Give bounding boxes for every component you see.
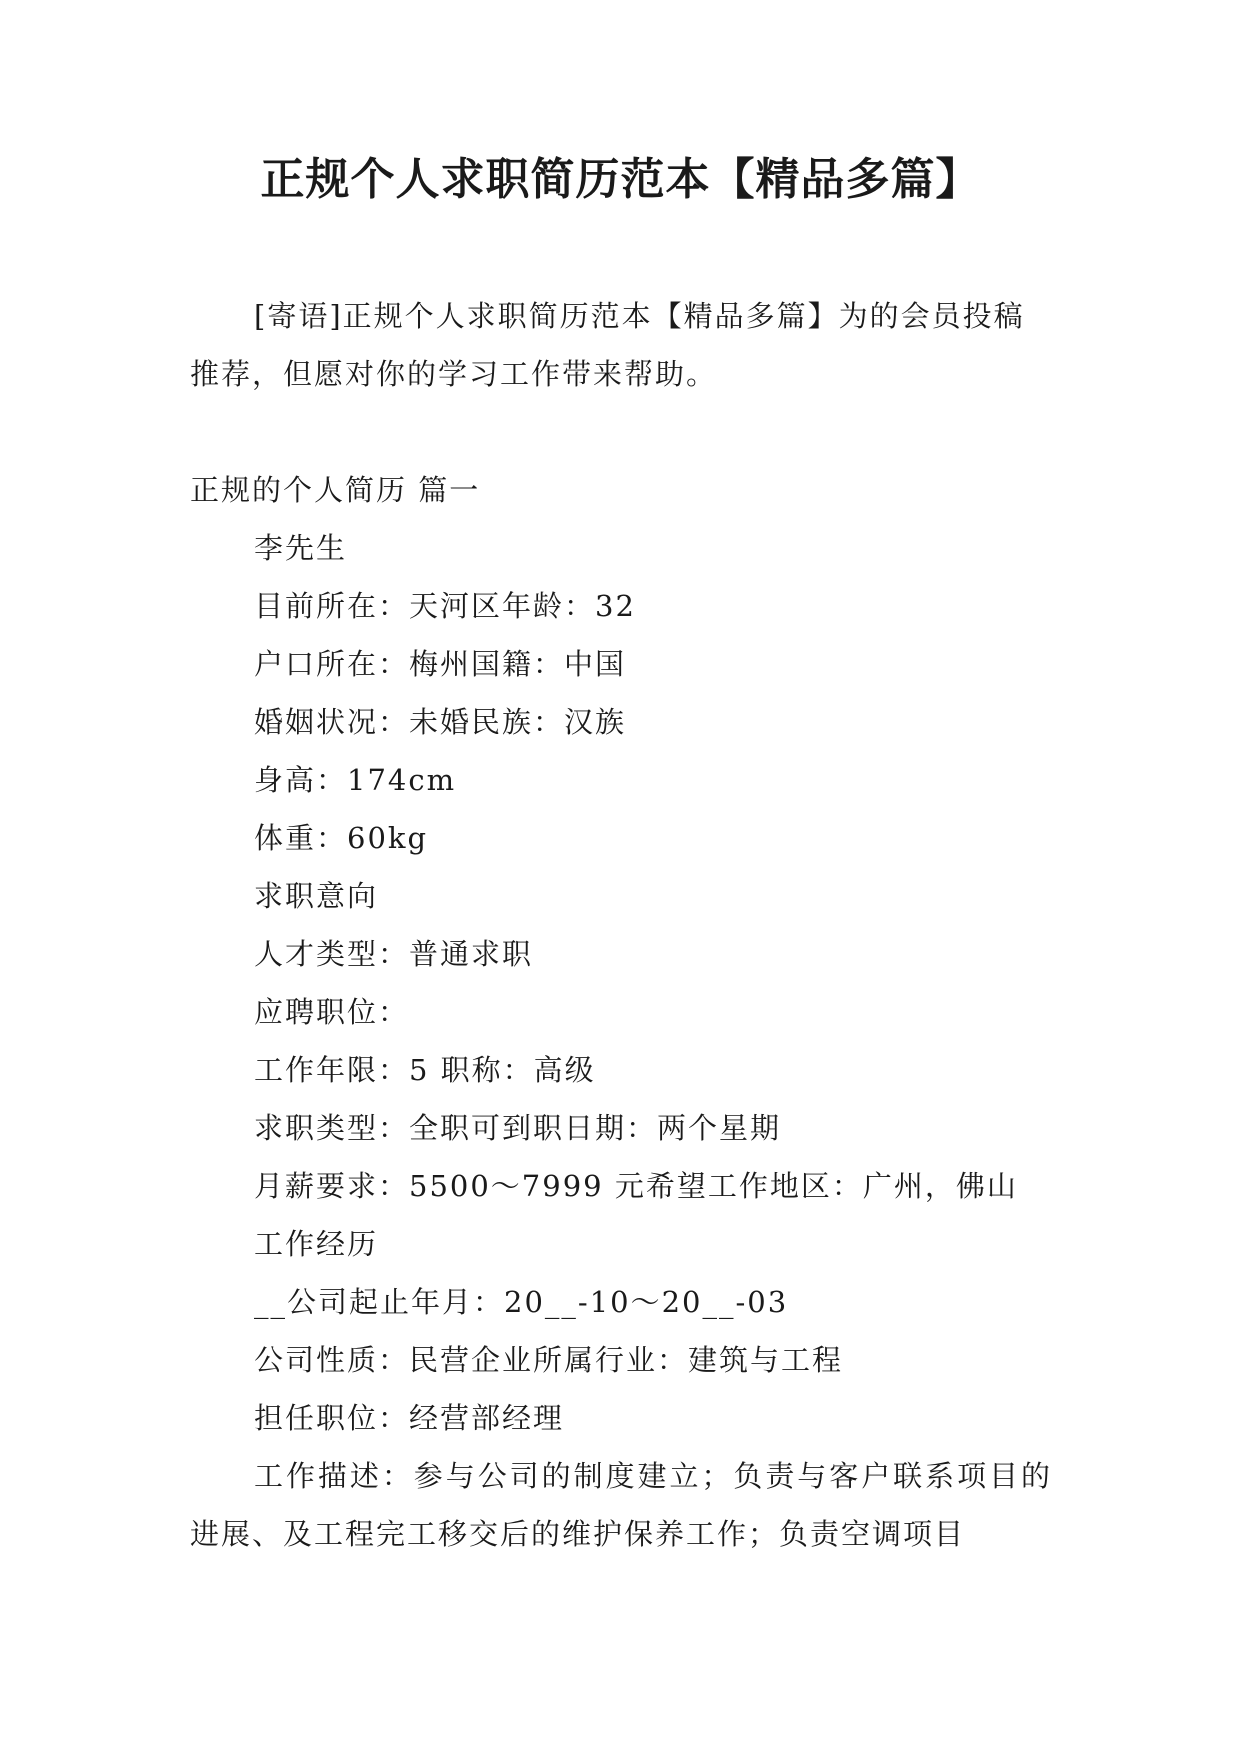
document-title: 正规个人求职简历范本【精品多篇】 xyxy=(260,154,981,205)
section-title: 正规的个人简历 篇一 xyxy=(190,473,481,507)
resume-line-weight: 体重：60kg xyxy=(254,821,429,855)
resume-line-company-nature-industry: 公司性质：民营企业所属行业：建筑与工程 xyxy=(254,1343,844,1377)
resume-line-location-age: 目前所在：天河区年龄：32 xyxy=(254,589,636,623)
resume-line-name: 李先生 xyxy=(254,531,348,565)
resume-line-role: 担任职位：经营部经理 xyxy=(254,1401,565,1435)
resume-line-salary-location: 月薪要求：5500～7999 元希望工作地区：广州，佛山 xyxy=(254,1169,1018,1203)
resume-line-hukou-nationality: 户口所在：梅州国籍：中国 xyxy=(254,647,627,681)
work-description-paragraph: 工作描述：参与公司的制度建立；负责与客户联系项目的进展、及工程完工移交后的维护保养工作；负责空调项目 xyxy=(190,1459,1052,1551)
resume-line-height: 身高：174cm xyxy=(254,763,457,797)
document-body xyxy=(190,287,1052,1563)
resume-line-years-title: 工作年限：5 职称：高级 xyxy=(254,1053,596,1087)
resume-line-position: 应聘职位： xyxy=(254,995,410,1029)
resume-line-job-type-start: 求职类型：全职可到职日期：两个星期 xyxy=(254,1111,782,1145)
resume-line-job-intent-heading: 求职意向 xyxy=(254,879,379,913)
resume-line-marital-ethnicity: 婚姻状况：未婚民族：汉族 xyxy=(254,705,627,739)
resume-line-work-history-heading: 工作经历 xyxy=(254,1227,379,1261)
resume-line-talent-type: 人才类型：普通求职 xyxy=(254,937,534,971)
resume-line-company-dates: __公司起止年月：20__-10～20__-03 xyxy=(254,1285,789,1319)
intro-paragraph: [寄语]正规个人求职简历范本【精品多篇】为的会员投稿推荐，但愿对你的学习工作带来帮助。 xyxy=(190,299,1025,391)
